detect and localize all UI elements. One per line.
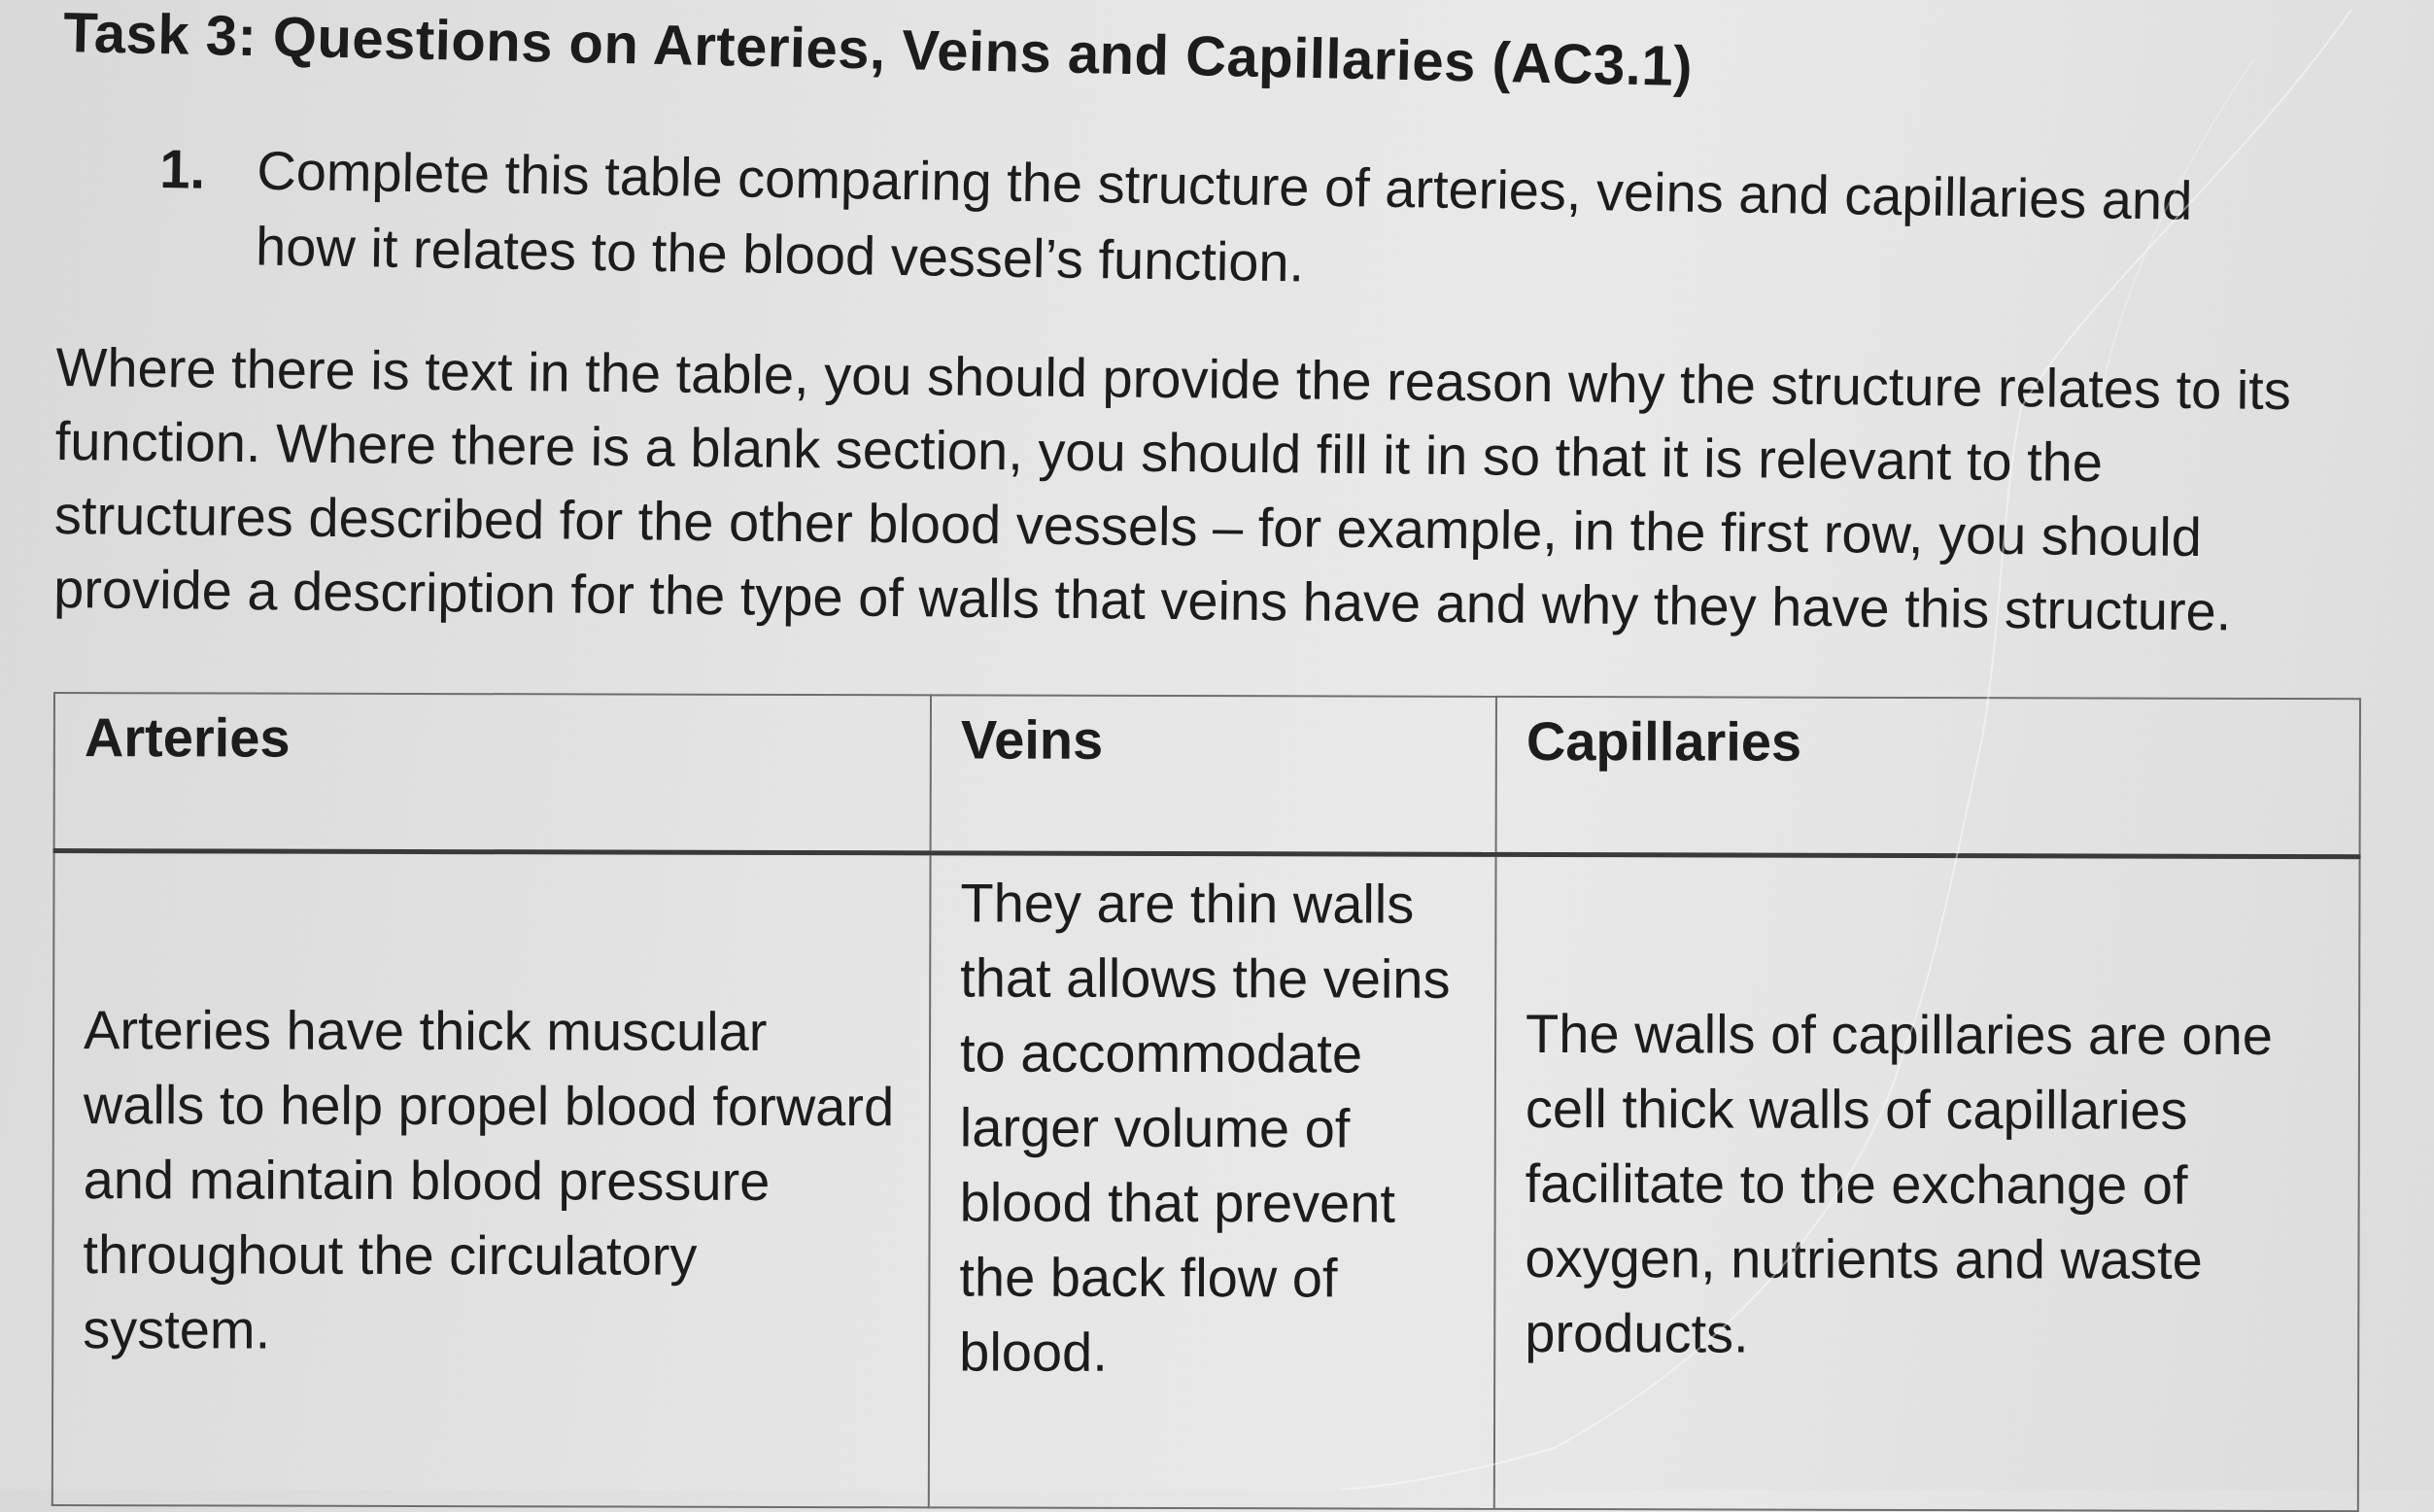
cell-capillaries-text: The walls of capillaries are one cell thick walls of capillaries facilitate to the exchange of oxygen, nutrients and waste products. [1525,1002,2273,1364]
cell-capillaries[interactable] [1494,854,2360,1511]
cell-arteries-text: Arteries have thick muscular walls to help propel blood forward and maintain blood pressure throughout the circulatory system. [83,998,895,1360]
table-header-row [54,693,2360,857]
header-capillaries: Capillaries [1496,697,2360,857]
header-veins: Veins [931,695,1496,854]
header-arteries: Arteries [54,693,931,853]
question-number: 1. [158,137,206,200]
comparison-table [51,692,2361,1512]
table-row [52,851,2360,1512]
question-1 [158,131,2279,316]
comparison-table-wrapper [51,692,2361,1512]
instructions-paragraph: Where there is text in the table, you should provide the reason why the structure relates to its function. Where there is a blank section, you should fill it in so that it is relevant to the structures described for the other blood vessels – for example, in the first row, you should provide a description for the type of walls that veins have and why they have this structure. [52,335,2292,642]
task-title: Task 3: Questions on Arteries, Veins and Capillaries (AC3.1) [62,0,1694,99]
question-text: Complete this table comparing the structure of arteries, veins and capillaries and how it relates to the blood vessel’s function. [255,139,2193,293]
cell-veins-text: They are thin walls that allows the veins to accommodate larger volume of blood that prevent the back flow of blood. [959,872,1451,1383]
cell-veins[interactable] [929,853,1496,1509]
cell-arteries[interactable] [52,851,931,1508]
